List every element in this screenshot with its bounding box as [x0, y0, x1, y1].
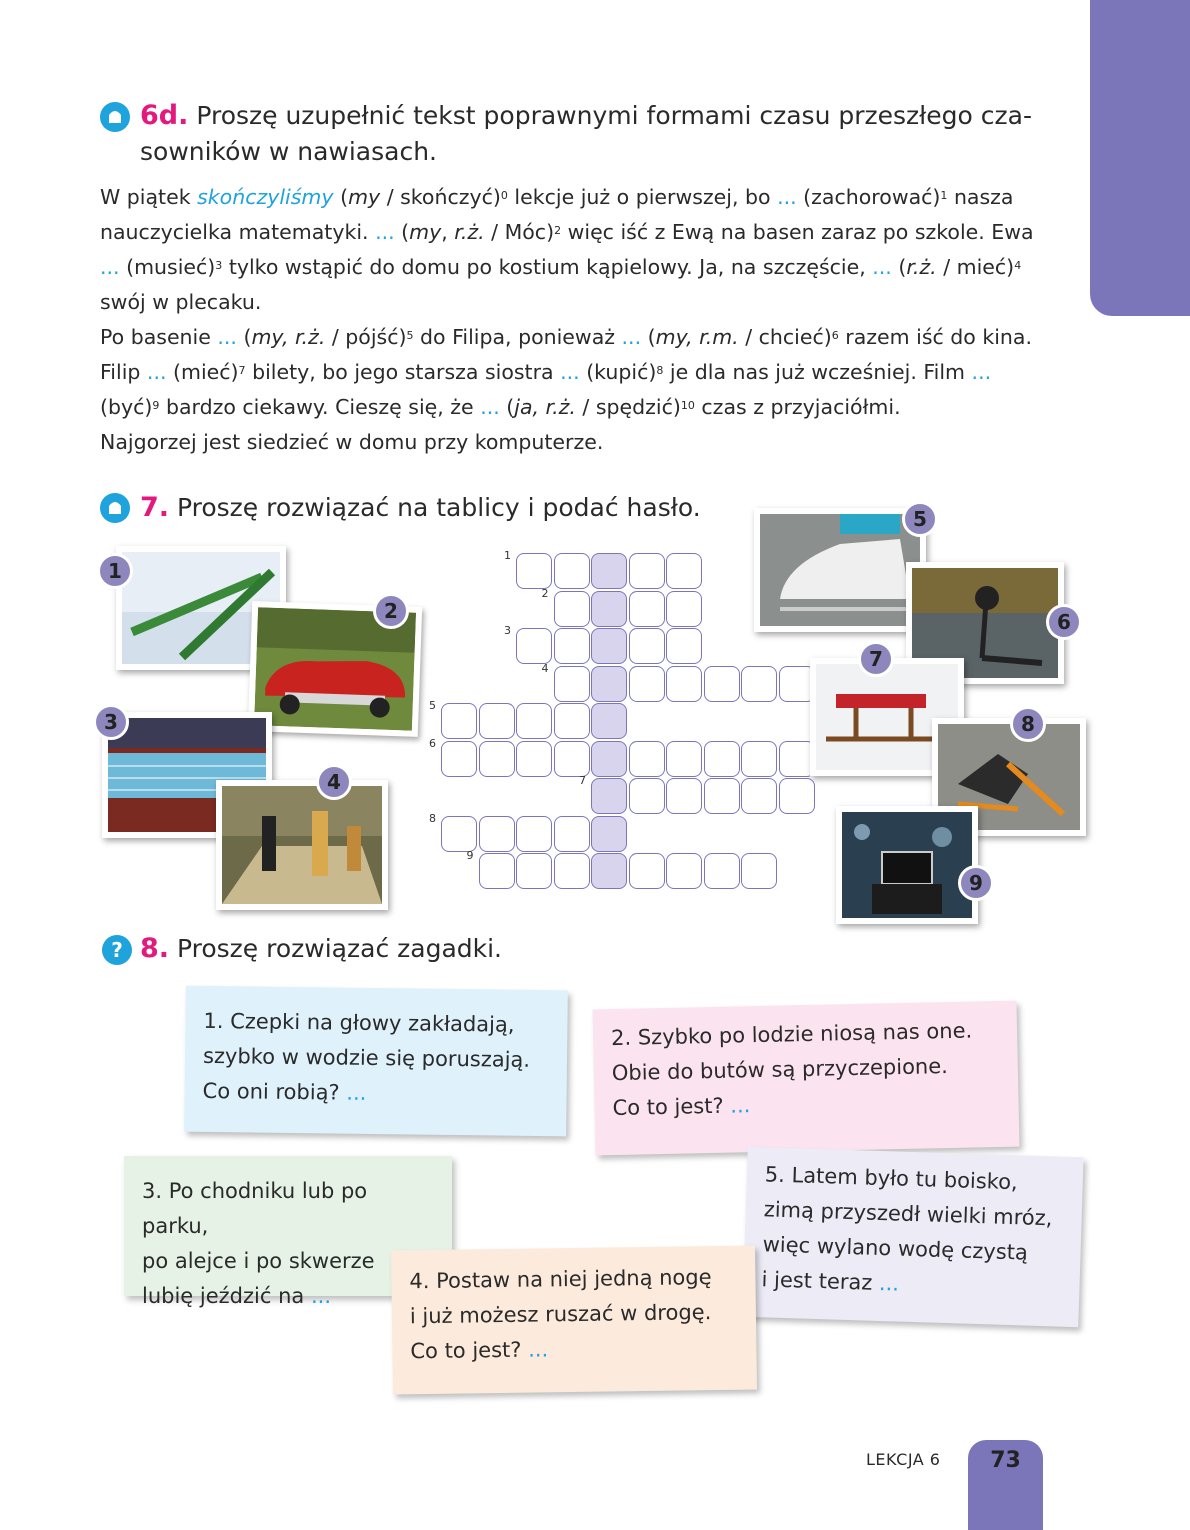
crossword-cell[interactable]	[741, 741, 777, 777]
crossword-cell[interactable]	[741, 853, 777, 889]
ex7-number: 7.	[140, 492, 170, 523]
crossword-cell[interactable]	[629, 628, 665, 664]
crossword-row-number: 3	[504, 624, 511, 637]
crossword-row-number: 9	[466, 849, 474, 862]
crossword-cell[interactable]	[554, 703, 590, 739]
crossword-cell[interactable]	[666, 666, 702, 702]
crossword-cell[interactable]	[516, 628, 552, 664]
riddle-5-line-4: i jest teraz	[761, 1267, 873, 1295]
side-tab	[1090, 0, 1190, 316]
riddle-3-line-3: lubię jeździć na	[142, 1284, 305, 1308]
riddle-card-2	[593, 1001, 1020, 1156]
riddle-2-line-1: 2. Szybko po lodzie niosą nas one.	[610, 1018, 973, 1051]
ex7-heading	[140, 490, 701, 526]
photo-badge-3: 3	[93, 704, 129, 740]
riddle-3-line-1: 3. Po chodniku lub po parku,	[142, 1179, 368, 1238]
crossword-cell[interactable]	[441, 816, 477, 852]
riddle-1-line-1: 1. Czepki na głowy zakładają,	[203, 1008, 515, 1037]
crossword-password-cell[interactable]	[591, 591, 627, 627]
ex8-heading	[140, 931, 502, 967]
crossword-cell[interactable]	[779, 778, 815, 814]
crossword-cell[interactable]	[516, 703, 552, 739]
crossword-cell[interactable]	[666, 591, 702, 627]
crossword-password-cell[interactable]	[591, 778, 627, 814]
photo-badge-2: 2	[373, 593, 409, 629]
page-number-tab	[968, 1440, 1043, 1530]
photo-badge-9: 9	[958, 865, 994, 901]
crossword-cell[interactable]	[554, 741, 590, 777]
photo-badge-6: 6	[1046, 604, 1082, 640]
crossword-row-number: 2	[541, 586, 549, 600]
crossword-row-number: 1	[504, 549, 511, 562]
crossword-cell[interactable]	[554, 853, 590, 889]
crossword-cell[interactable]	[479, 741, 515, 777]
riddle-3-line-2: po alejce i po skwerze	[142, 1249, 375, 1273]
riddle-5-answer-blank: ...	[878, 1270, 900, 1296]
crossword-password-cell[interactable]	[591, 816, 627, 852]
riddle-5-line-1: 5. Latem było tu boisko,	[764, 1162, 1019, 1195]
crossword-cell[interactable]	[516, 816, 552, 852]
phone-photo	[836, 806, 978, 924]
riddle-5-line-2: zimą przyszedł wielki mróz,	[763, 1197, 1053, 1231]
photo-badge-1: 1	[97, 553, 133, 589]
crossword-cell[interactable]	[741, 778, 777, 814]
ice-skates-photo	[754, 508, 926, 632]
lesson-label: LEKCJA 6	[866, 1450, 941, 1469]
crossword-cell[interactable]	[666, 741, 702, 777]
ex8-instruction: Proszę rozwiązać zagadki.	[177, 934, 502, 963]
crossword-cell[interactable]	[554, 666, 590, 702]
pencil-icon	[100, 493, 130, 523]
riddle-card-1	[184, 986, 568, 1137]
crossword-cell[interactable]	[704, 666, 740, 702]
crossword-cell[interactable]	[516, 853, 552, 889]
crossword-cell[interactable]	[741, 666, 777, 702]
riddle-4-answer-blank: ...	[527, 1337, 549, 1362]
crossword-cell[interactable]	[629, 666, 665, 702]
crossword-cell[interactable]	[629, 778, 665, 814]
ex6d-text: W piątek skończyliśmy (my / skończyć)$^0$ lekcje już o pierwszej, bo ... (zachorować)$^1$ nasza nauczycielka matematyki. ... (my, r.ż. / Móc)$^2$ więc iść z Ewą na basen zaraz po szkole. Ewa ... (musieć)$^3$ tylko wstąpić do domu po kostium kąpielowy. Ja, na szczęście, ... (r.ż. / mieć)$^4$ swój w plecaku. Po basenie ... (my, r.ż. / pójść)$^5$ do Filipa, ponieważ ... (my, r.m. / chcieć)$^6$ razem iść do kina. Filip ... (mieć)$^7$ bilety, bo jego starsza siostra ... (kupić)$^8$ je dla nas już wcześniej. Film ... (być)$^9$ bardzo ciekawy. Cieszę się, że ... (ja, r.ż. / spędzić)$^{10}$ czas z przyjaciółmi. Najgorzej jest siedzieć w domu przy komputerze.	[100, 185, 1034, 454]
riddle-5-line-3: więc wylano wodę czystą	[762, 1232, 1029, 1265]
crossword-password-cell[interactable]	[591, 741, 627, 777]
crossword-cell[interactable]	[441, 741, 477, 777]
crossword-cell[interactable]	[479, 816, 515, 852]
ex6d-number: 6d.	[140, 100, 189, 131]
riddle-4-line-2: i już możesz ruszać w drogę.	[409, 1300, 712, 1329]
crossword-cell[interactable]	[554, 628, 590, 664]
ex6d-heading	[140, 98, 1045, 170]
photo-badge-7: 7	[858, 641, 894, 677]
riddle-4-line-3: Co to jest?	[410, 1337, 522, 1364]
riddle-card-5	[742, 1147, 1083, 1327]
riddle-3-answer-blank: ...	[310, 1284, 331, 1308]
crossword-cell[interactable]	[479, 703, 515, 739]
crossword-row-number: 4	[541, 661, 549, 675]
question-icon: ?	[102, 935, 132, 965]
crossword-password-cell[interactable]	[591, 666, 627, 702]
riddle-4-line-1: 4. Postaw na niej jedną nogę	[409, 1265, 712, 1294]
crossword-cell[interactable]	[704, 778, 740, 814]
pencil-icon	[100, 102, 130, 132]
riddle-1-line-3: Co oni robią?	[202, 1078, 340, 1105]
crossword-cell[interactable]	[629, 853, 665, 889]
crossword-cell[interactable]	[629, 553, 665, 589]
crossword-row-number: 8	[429, 811, 436, 825]
ex6d-instruction-line1: Proszę uzupełnić tekst poprawnymi formami czasu przeszłego cza-	[196, 101, 1032, 130]
crossword-cell[interactable]	[629, 591, 665, 627]
crossword-cell[interactable]	[666, 553, 702, 589]
crossword-cell[interactable]	[479, 853, 515, 889]
crossword-cell[interactable]	[629, 741, 665, 777]
ex7-instruction: Proszę rozwiązać na tablicy i podać hasło.	[177, 493, 701, 522]
chess-photo	[216, 780, 388, 910]
crossword-row-number: 5	[429, 699, 436, 712]
riddle-1-answer-blank: ...	[346, 1080, 367, 1105]
example-answer: skończyliśmy	[197, 185, 334, 209]
crossword-password-cell[interactable]	[591, 628, 627, 664]
crossword-cell[interactable]	[441, 703, 477, 739]
crossword-password-cell[interactable]	[591, 703, 627, 739]
crossword-password-cell[interactable]	[591, 553, 627, 589]
crossword-password-cell[interactable]	[591, 853, 627, 889]
crossword-row-number: 7	[579, 774, 586, 787]
crossword-cell[interactable]	[516, 741, 552, 777]
photo-badge-4: 4	[316, 764, 352, 800]
ex6d-instruction-line2: sowników w nawiasach.	[140, 137, 437, 166]
crossword-cell[interactable]	[554, 591, 590, 627]
riddle-2-line-3: Co to jest?	[612, 1093, 724, 1121]
page-number: 73	[990, 1448, 1021, 1473]
crossword-cell[interactable]	[666, 628, 702, 664]
ex8-number: 8.	[140, 933, 170, 964]
crossword-cell[interactable]	[704, 853, 740, 889]
crossword-cell[interactable]	[516, 553, 552, 589]
crossword-cell[interactable]	[666, 778, 702, 814]
crossword-cell[interactable]	[704, 741, 740, 777]
photo-badge-5: 5	[902, 501, 938, 537]
crossword-cell[interactable]	[554, 553, 590, 589]
crossword-cell[interactable]	[666, 853, 702, 889]
riddle-1-line-2: szybko w wodzie się poruszają.	[202, 1043, 531, 1072]
crossword-row-number: 6	[429, 736, 436, 750]
riddle-2-answer-blank: ...	[730, 1093, 751, 1118]
riddle-card-4	[391, 1245, 757, 1394]
photo-badge-8: 8	[1010, 706, 1046, 742]
riddle-2-line-2: Obie do butów są przyczepione.	[611, 1054, 949, 1086]
crossword-cell[interactable]	[554, 816, 590, 852]
